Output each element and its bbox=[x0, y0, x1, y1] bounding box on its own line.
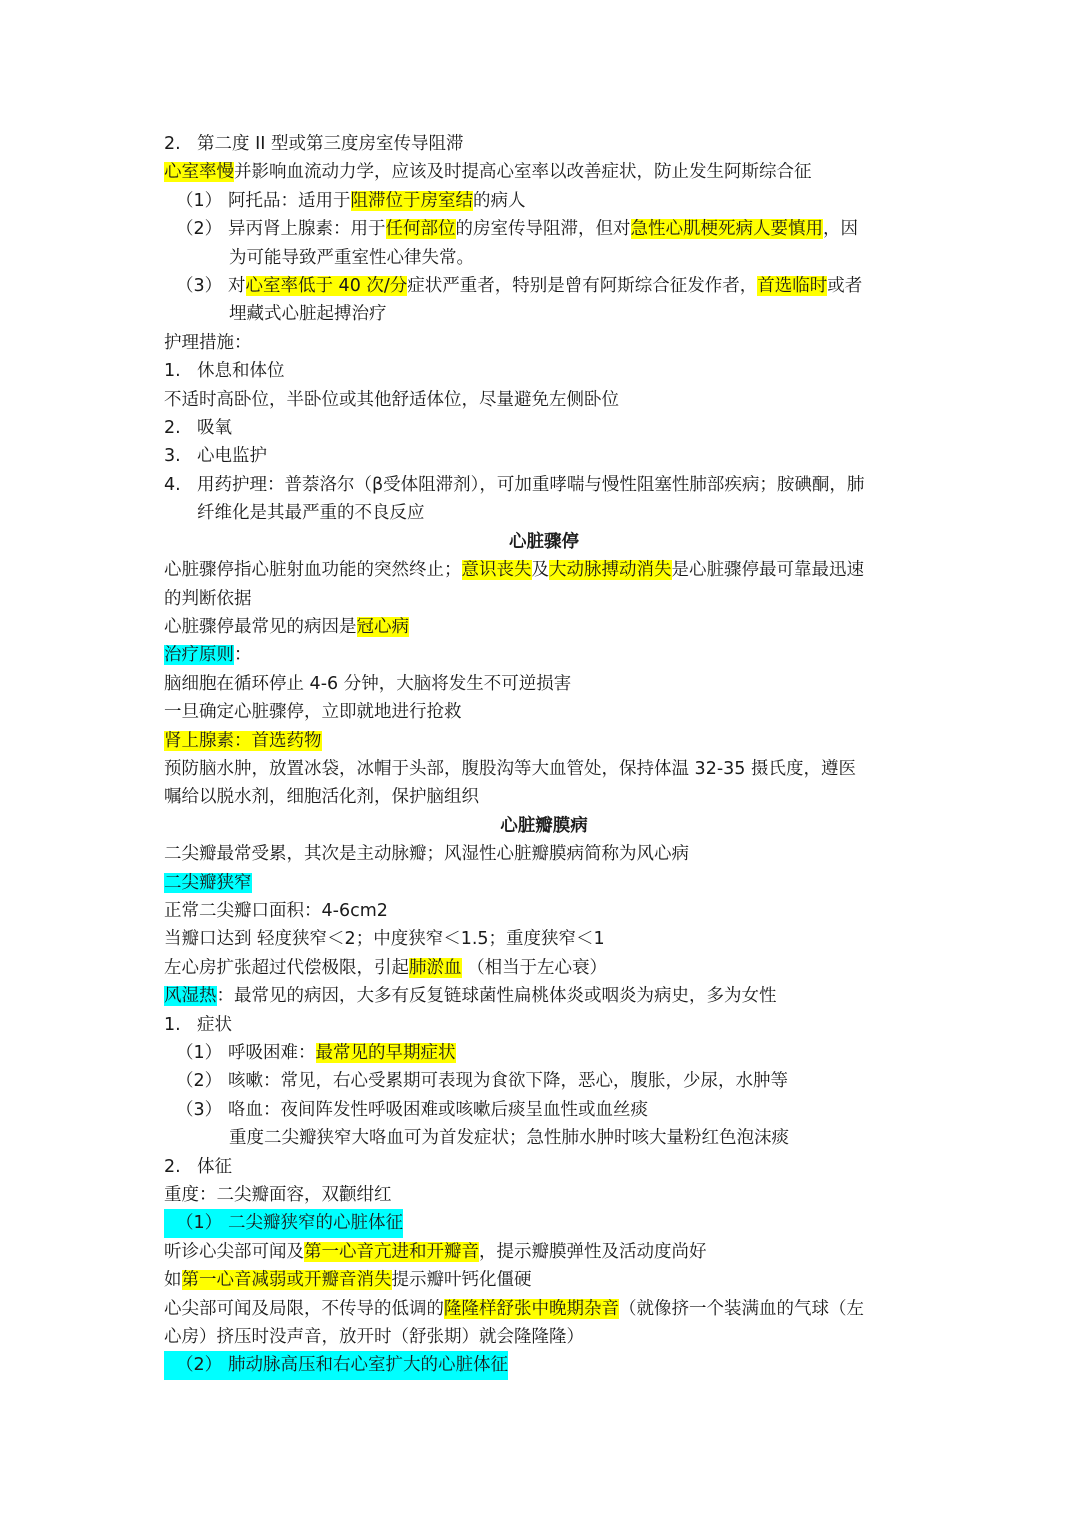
text-line bbox=[164, 698, 924, 726]
text-line bbox=[164, 414, 924, 442]
text-line bbox=[164, 1153, 924, 1181]
list-number: （2） bbox=[176, 1355, 223, 1376]
list-number: （3） bbox=[176, 276, 223, 297]
list-number: 2. bbox=[164, 1156, 181, 1177]
text-run: 嘱给以脱水剂，细胞活化剂，保护脑组织 bbox=[164, 787, 479, 808]
text-run: 咳嗽：常见，右心受累期可表现为食欲下降，恶心，腹胀，少尿，水肿等 bbox=[228, 1071, 788, 1092]
text-run: 的房室传导阻滞，但对 bbox=[455, 219, 631, 240]
text-run: 当瓣口达到 轻度狭窄＜2；中度狭窄＜1.5；重度狭窄＜1 bbox=[164, 929, 605, 950]
text-line bbox=[164, 1238, 924, 1266]
section-heading bbox=[164, 528, 924, 556]
text-line bbox=[164, 869, 924, 897]
text-run: 心房）挤压时没声音，放开时（舒张期）就会隆隆隆） bbox=[164, 1327, 584, 1348]
text-line bbox=[164, 897, 924, 925]
section-heading bbox=[164, 812, 924, 840]
text-run: （就像挤一个装满血的气球（左 bbox=[619, 1298, 864, 1319]
text-line bbox=[164, 215, 924, 243]
text-run: 二尖瓣狭窄的心脏体征 bbox=[228, 1213, 403, 1234]
text-line bbox=[164, 272, 924, 300]
list-number: （1） bbox=[176, 190, 223, 211]
highlight-band bbox=[164, 1209, 403, 1237]
text-line bbox=[164, 585, 924, 613]
text-run: 异丙肾上腺素：用于 bbox=[228, 219, 386, 240]
highlighted-text: 最常见的早期症状 bbox=[315, 1043, 456, 1063]
list-number: （1） bbox=[176, 1043, 223, 1063]
text-line bbox=[164, 1351, 924, 1379]
text-run: 重度：二尖瓣面容，双颧绀红 bbox=[164, 1185, 392, 1206]
text-run: 症状严重者，特别是曾有阿斯综合征发作者， bbox=[407, 276, 758, 297]
text-run: 是心脏骤停最可靠最迅速 bbox=[671, 560, 864, 581]
text-line bbox=[229, 300, 924, 328]
list-number: 2. bbox=[164, 134, 181, 154]
text-line bbox=[164, 158, 924, 186]
highlighted-text: 二尖瓣狭窄 bbox=[164, 872, 252, 893]
text-line bbox=[164, 670, 924, 698]
text-run: 第二度 II 型或第三度房室传导阻滞 bbox=[197, 134, 464, 154]
text-line bbox=[229, 244, 924, 272]
text-line bbox=[164, 386, 924, 414]
text-run: ：最常见的病因，大多有反复链球菌性扁桃体炎或咽炎为病史，多为女性 bbox=[216, 986, 777, 1007]
text-line bbox=[229, 1124, 924, 1152]
text-run: 不适时高卧位，半卧位或其他舒适体位，尽量避免左侧卧位 bbox=[164, 389, 619, 410]
text-line bbox=[164, 783, 924, 811]
text-run: （相当于左心衰） bbox=[461, 957, 608, 978]
text-line bbox=[164, 130, 924, 158]
text-line bbox=[164, 1039, 924, 1067]
highlighted-text: 肺淤血 bbox=[409, 957, 462, 978]
text-run: 重度二尖瓣狭窄大咯血可为首发症状；急性肺水肿时咳大量粉红色泡沫痰 bbox=[229, 1128, 789, 1149]
text-run: 二尖瓣最常受累，其次是主动脉瓣；风湿性心脏瓣膜病简称为风心病 bbox=[164, 844, 689, 865]
text-run: 休息和体位 bbox=[197, 361, 285, 382]
highlighted-text: 风湿热 bbox=[164, 986, 217, 1007]
text-run: 脑细胞在循环停止 4-6 分钟，大脑将发生不可逆损害 bbox=[164, 673, 572, 694]
text-line bbox=[164, 1323, 924, 1351]
text-line bbox=[164, 1209, 924, 1237]
text-line bbox=[164, 840, 924, 868]
text-run: 或者 bbox=[827, 276, 863, 297]
text-line bbox=[164, 187, 924, 215]
text-run: ： bbox=[234, 645, 252, 666]
list-number: （3） bbox=[176, 1099, 223, 1120]
text-run: 及 bbox=[531, 560, 549, 581]
text-run: 呼吸困难： bbox=[228, 1043, 316, 1063]
text-run: 心尖部可闻及局限，不传导的低调的 bbox=[164, 1298, 444, 1319]
highlighted-text: 第一心音减弱或开瓣音消失 bbox=[181, 1270, 392, 1291]
text-run: 并影响血流动力学，应该及时提高心室率以改善症状，防止发生阿斯综合征 bbox=[234, 162, 812, 183]
highlighted-text: 隆隆样舒张中晚期杂音 bbox=[444, 1298, 619, 1319]
text-run: 对 bbox=[228, 276, 246, 297]
text-run: 心脏瓣膜病 bbox=[500, 815, 588, 836]
highlighted-text: 首选临时 bbox=[757, 276, 828, 297]
highlighted-text: 冠心病 bbox=[356, 616, 409, 637]
list-number: （2） bbox=[176, 1071, 223, 1092]
list-number: 3. bbox=[164, 446, 181, 467]
list-number: （2） bbox=[176, 219, 223, 240]
text-line bbox=[164, 1266, 924, 1294]
highlight-band bbox=[164, 1351, 508, 1379]
text-line bbox=[164, 471, 924, 499]
highlighted-text: 大动脉搏动消失 bbox=[549, 560, 672, 581]
text-run: 体征 bbox=[197, 1156, 232, 1177]
highlighted-text: 第一心音亢进和开瓣音 bbox=[304, 1241, 479, 1262]
text-line bbox=[164, 925, 924, 953]
text-run: 护理措施： bbox=[164, 332, 252, 353]
text-line bbox=[164, 1067, 924, 1095]
highlighted-text: 治疗原则 bbox=[164, 645, 234, 666]
text-run: 预防脑水肿，放置冰袋，冰帽于头部，腹股沟等大血管处，保持体温 32-35 摄氏度，遵医 bbox=[164, 758, 856, 779]
text-run: 为可能导致严重室性心律失常。 bbox=[229, 247, 474, 268]
text-run: 心脏骤停最常见的病因是 bbox=[164, 616, 357, 637]
text-run: 如 bbox=[164, 1270, 182, 1291]
text-line bbox=[164, 641, 924, 669]
text-run: 埋藏式心脏起搏治疗 bbox=[229, 304, 387, 325]
text-run: 症状 bbox=[197, 1014, 232, 1035]
list-number: （1） bbox=[176, 1213, 223, 1234]
text-run: 的判断依据 bbox=[164, 588, 252, 609]
text-line bbox=[164, 556, 924, 584]
text-line bbox=[164, 954, 924, 982]
text-run: 纤维化是其最严重的不良反应 bbox=[197, 503, 425, 524]
text-line bbox=[164, 613, 924, 641]
list-number: 4. bbox=[164, 474, 181, 495]
text-line bbox=[164, 982, 924, 1010]
text-line bbox=[164, 1096, 924, 1124]
text-run: 一旦确定心脏骤停，立即就地进行抢救 bbox=[164, 702, 462, 723]
text-run: 提示瓣叶钙化僵硬 bbox=[391, 1270, 532, 1291]
text-line bbox=[164, 329, 924, 357]
text-run: 咯血：夜间阵发性呼吸困难或咳嗽后痰呈血性或血丝痰 bbox=[228, 1099, 648, 1120]
list-number: 1. bbox=[164, 361, 181, 382]
text-run: 用药护理：普萘洛尔（β受体阻滞剂），可加重哮喘与慢性阻塞性肺部疾病；胺碘酮，肺 bbox=[197, 474, 865, 495]
text-line bbox=[164, 1181, 924, 1209]
text-line bbox=[164, 1295, 924, 1323]
text-line bbox=[197, 499, 924, 527]
text-line bbox=[164, 442, 924, 470]
text-run: 的病人 bbox=[473, 190, 526, 211]
text-run: 心电监护 bbox=[197, 446, 267, 467]
text-run: 正常二尖瓣口面积：4-6cm2 bbox=[164, 900, 388, 921]
text-run: ，因 bbox=[823, 219, 858, 240]
highlighted-text: 急性心肌梗死病人要慎用 bbox=[630, 219, 823, 240]
text-line bbox=[164, 755, 924, 783]
text-run: 肺动脉高压和右心室扩大的心脏体征 bbox=[228, 1355, 508, 1376]
highlighted-text: 肾上腺素：首选药物 bbox=[164, 730, 322, 751]
text-line bbox=[164, 727, 924, 755]
list-number: 1. bbox=[164, 1014, 181, 1035]
highlighted-text: 心室率低于 40 次/分 bbox=[245, 276, 408, 297]
text-run: 阿托品：适用于 bbox=[228, 190, 351, 211]
text-run: 听诊心尖部可闻及 bbox=[164, 1241, 304, 1262]
text-run: 心脏骤停 bbox=[509, 531, 579, 552]
highlighted-text: 阻滞位于房室结 bbox=[350, 190, 473, 211]
highlighted-text: 心室率慢 bbox=[164, 162, 234, 183]
list-number: 2. bbox=[164, 418, 181, 439]
text-run: 左心房扩张超过代偿极限，引起 bbox=[164, 957, 409, 978]
highlighted-text: 意识丧失 bbox=[461, 560, 532, 581]
text-run: 心脏骤停指心脏射血功能的突然终止； bbox=[164, 560, 462, 581]
text-run: ，提示瓣膜弹性及活动度尚好 bbox=[479, 1241, 707, 1262]
highlighted-text: 任何部位 bbox=[385, 219, 456, 240]
text-line bbox=[164, 357, 924, 385]
text-run: 吸氧 bbox=[197, 418, 232, 439]
text-line bbox=[164, 1011, 924, 1039]
